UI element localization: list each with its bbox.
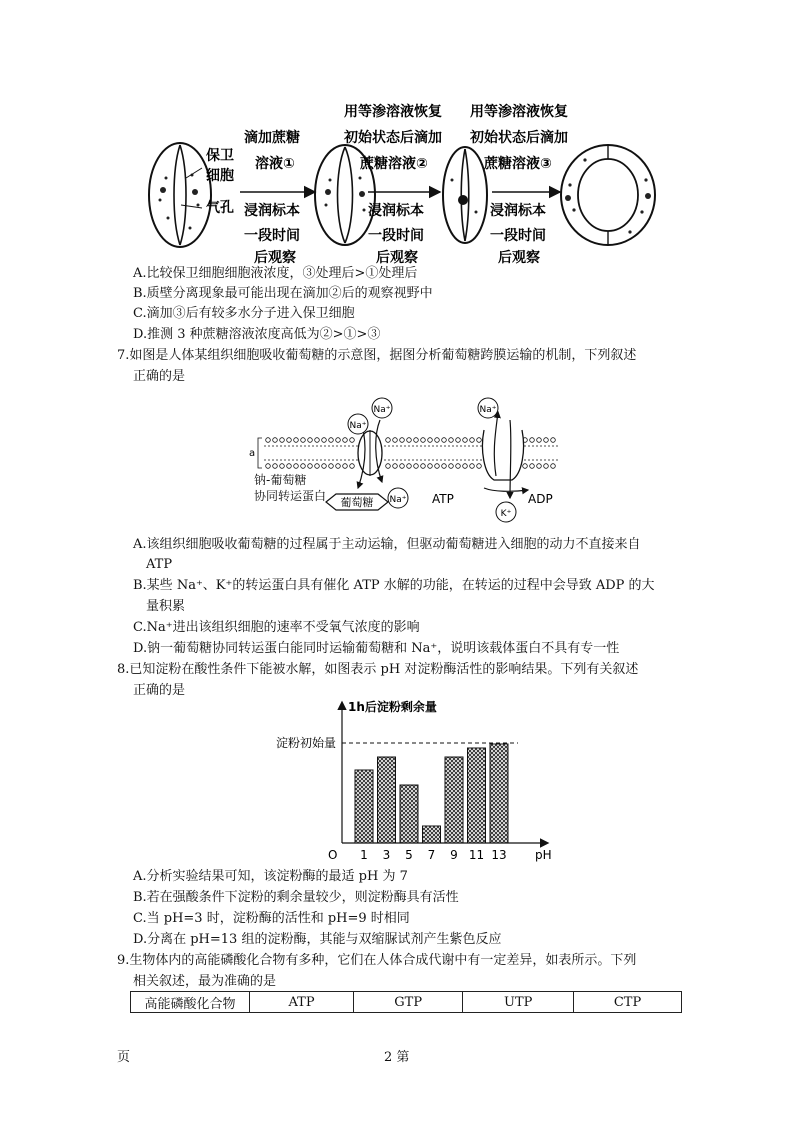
na-ion-top-2: Na⁺ [349, 421, 367, 431]
q8-option-b: B.若在强酸条件下淀粉的剩余量较少，则淀粉酶具有活性 [133, 890, 459, 905]
x-tick-label: 1 [360, 848, 368, 862]
svg-text:一段时间: 一段时间 [368, 228, 424, 244]
bar-ph-1 [355, 770, 373, 843]
table-header-cell: GTP [354, 992, 463, 1013]
x-tick-label: 11 [468, 848, 485, 862]
glucose-transport-figure [248, 390, 578, 525]
table-header-cell: CTP [574, 992, 682, 1013]
x-tick-label: 9 [450, 848, 458, 862]
footer-page-number: 2 第 [384, 1050, 410, 1065]
q7-stem-line2: 正确的是 [133, 369, 186, 384]
svg-text:浸润标本: 浸润标本 [244, 203, 300, 219]
na-ion-top-1: Na⁺ [373, 405, 391, 415]
q8-option-d: D.分离在 pH=13 组的淀粉酶，其能与双缩脲试剂产生紫色反应 [133, 932, 502, 947]
adp-label: ADP [528, 492, 553, 506]
q8-option-a: A.分析实验结果可知，该淀粉酶的最适 pH 为 7 [133, 869, 408, 884]
q7-stem-line1: 7.如图是人体某组织细胞吸收葡萄糖的示意图，据图分析葡萄糖跨膜运输的机制，下列叙述 [117, 348, 637, 363]
step1-text [244, 129, 300, 265]
x-tick-label: 7 [427, 848, 436, 862]
bar-ph-7 [423, 826, 441, 843]
svg-text:用等渗溶液恢复: 用等渗溶液恢复 [470, 104, 568, 120]
svg-text:初始状态后滴加: 初始状态后滴加 [470, 130, 568, 146]
q6-option-c: C.滴加③后有较多水分子进入保卫细胞 [133, 306, 355, 321]
svg-text:一段时间: 一段时间 [244, 228, 300, 244]
q7-option-a: A.该组织细胞吸收葡萄糖的过程属于主动运输，但驱动葡萄糖进入细胞的动力不直接来自 [133, 537, 641, 552]
q7-option-a-cont: ATP [146, 557, 173, 572]
table-header-cell: ATP [250, 992, 354, 1013]
x-tick-label: 3 [382, 848, 391, 862]
guard-cell-label-1: 保卫 [206, 148, 234, 164]
stoma-after-solution-3 [561, 145, 655, 245]
svg-text:浸润标本: 浸润标本 [368, 203, 424, 219]
table-row [131, 992, 682, 1013]
q7-option-d: D.钠一葡萄糖协同转运蛋白能同时运输葡萄糖和 Na⁺，说明该载体蛋白不具有专一性 [133, 641, 620, 656]
starch-residual-chart [262, 695, 562, 865]
na-ion-pump: Na⁺ [479, 405, 497, 415]
guard-cell-label-2: 细胞 [206, 168, 234, 184]
bar-ph-3 [378, 757, 396, 843]
q7-option-b-cont: 量积累 [146, 599, 186, 614]
q6-option-d: D.推测 3 种蔗糖溶液浓度高低为②>①>③ [133, 327, 381, 342]
label-a: a [249, 448, 256, 459]
stoma-after-solution-2 [443, 147, 487, 243]
svg-text:溶液①: 溶液① [255, 156, 295, 172]
q9-stem-line1: 9.生物体内的高能磷酸化合物有多种，它们在人体合成代谢中有一定差异，如表所示。下列 [117, 953, 637, 968]
cotransporter-label: 钠-葡萄糖 协同转运蛋白 [254, 473, 327, 503]
x-tick-label: 5 [405, 848, 413, 862]
bar-ph-11 [468, 748, 486, 843]
bar-ph-13 [490, 744, 508, 843]
step3-text [469, 103, 568, 265]
q6-option-a: A.比较保卫细胞细胞液浓度，③处理后>①处理后 [133, 266, 418, 281]
q6-option-b: B.质壁分离现象最可能出现在滴加②后的观察视野中 [133, 286, 433, 301]
svg-text:蔗糖溶液②: 蔗糖溶液② [360, 156, 428, 172]
reference-line-label: 淀粉初始量 [275, 736, 336, 750]
table-header-cell: 高能磷酸化合物 [131, 992, 250, 1013]
na-ion-bottom: Na⁺ [389, 495, 407, 505]
x-tick-label: 13 [491, 848, 507, 862]
y-axis-title: 1h后淀粉剩余量 [348, 700, 437, 714]
bar-ph-9 [445, 757, 463, 843]
svg-text:蔗糖溶液③: 蔗糖溶液③ [484, 156, 552, 172]
q7-option-c: C.Na⁺进出该组织细胞的速率不受氧气浓度的影响 [133, 620, 420, 635]
bar-ph-5 [400, 785, 418, 843]
k-ion: K⁺ [500, 509, 512, 519]
atp-label: ATP [432, 492, 454, 506]
stoma-initial [149, 143, 211, 247]
table-header-cell: UTP [463, 992, 574, 1013]
q9-stem-line2: 相关叙述，最为准确的是 [133, 974, 277, 989]
svg-text:后观察: 后观察 [498, 250, 540, 265]
svg-text:后观察: 后观察 [376, 250, 418, 265]
svg-text:初始状态后滴加: 初始状态后滴加 [344, 130, 442, 146]
q8-stem-line2: 正确的是 [133, 683, 186, 698]
svg-text:用等渗溶液恢复: 用等渗溶液恢复 [344, 104, 442, 120]
x-axis-label: pH [535, 848, 552, 862]
footer-left: 页 [117, 1050, 131, 1065]
q8-option-c: C.当 pH=3 时，淀粉酶的活性和 pH=9 时相同 [133, 911, 410, 926]
high-energy-compound-table [130, 991, 682, 1013]
q8-stem-line1: 8.已知淀粉在酸性条件下能被水解，如图表示 pH 对淀粉酶活性的影响结果。下列有关叙述 [117, 662, 639, 677]
origin-label: O [328, 848, 338, 862]
svg-text:浸润标本: 浸润标本 [490, 203, 546, 219]
stoma-label: 气孔 [206, 200, 234, 216]
svg-text:一段时间: 一段时间 [490, 228, 546, 244]
svg-text:后观察: 后观察 [254, 250, 296, 265]
glucose-label: 葡萄糖 [340, 496, 374, 509]
guard-cell-figure [0, 0, 794, 265]
sodium-potassium-pump [482, 412, 528, 498]
svg-text:滴加蔗糖: 滴加蔗糖 [244, 130, 300, 146]
q7-option-b: B.某些 Na⁺、K⁺的转运蛋白具有催化 ATP 水解的功能，在转运的过程中会导致 ADP 的大 [133, 578, 655, 593]
